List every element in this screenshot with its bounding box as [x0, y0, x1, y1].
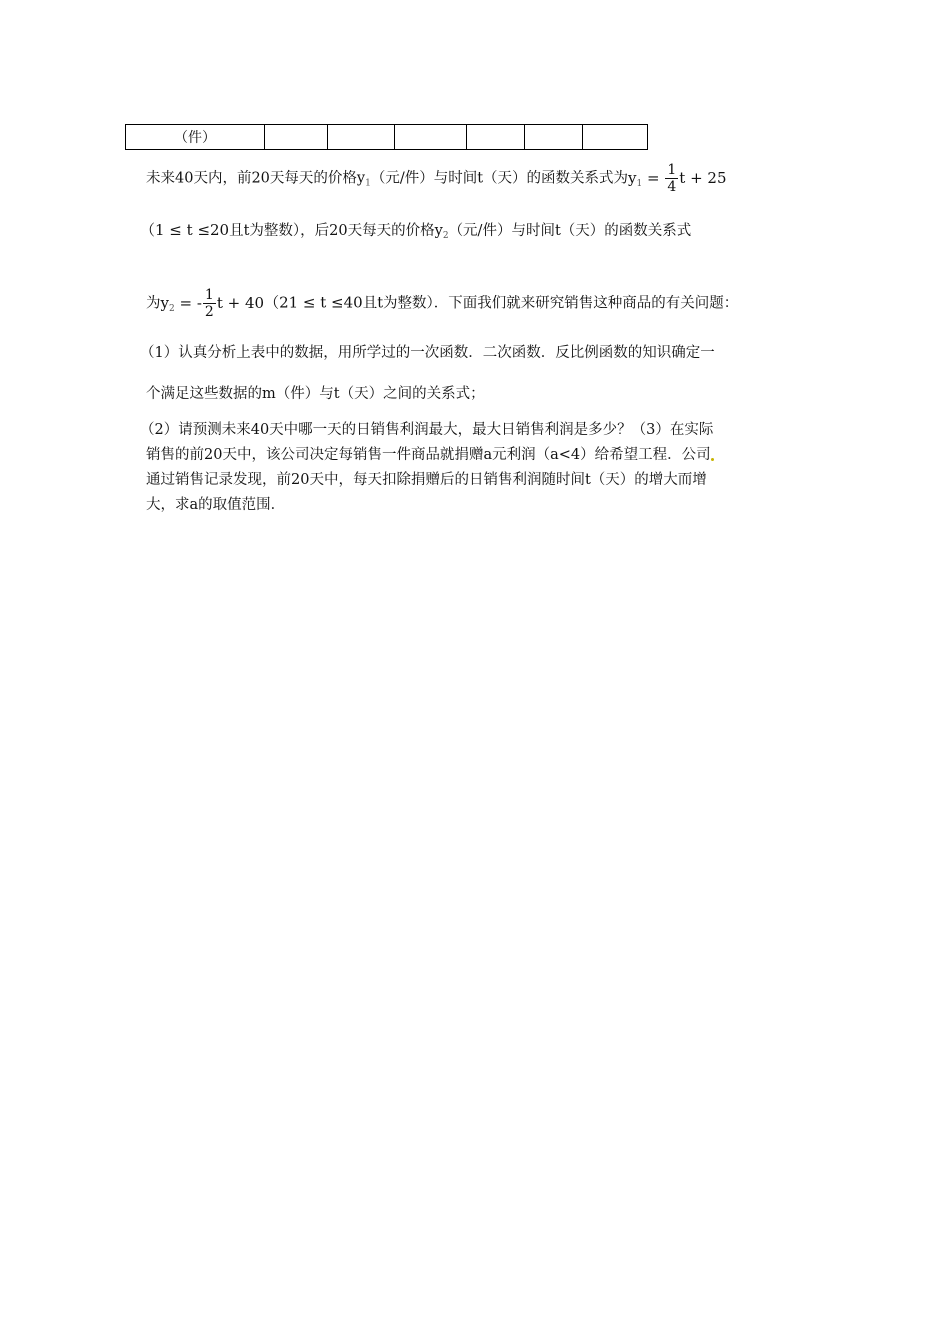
frac-num: 1: [204, 287, 214, 303]
frac-den: 2: [204, 304, 214, 320]
table-cell-unit: （件）: [126, 125, 265, 150]
highlight-mark: [711, 458, 714, 461]
condition: （21 ≤ t ≤40: [264, 293, 363, 312]
condition: （1 ≤ t ≤20: [140, 221, 230, 239]
text: 为: [146, 295, 161, 312]
paragraph-price-3: [146, 287, 738, 320]
eq-subscript: 2: [168, 303, 175, 314]
text: 未来40天内，前20天每天的价格y: [146, 170, 366, 187]
paragraph-price-1: [146, 162, 727, 195]
subscript: 2: [442, 231, 449, 241]
text: 且t为整数）．下面我们就来研究销售这种商品的有关问题：: [362, 295, 739, 312]
question-1-line-2: 个满足这些数据的m（件）与t（天）之间的关系式；: [146, 386, 485, 402]
frac-num: 1: [667, 162, 677, 178]
table-cell: [467, 125, 525, 150]
fraction: [203, 287, 216, 320]
eq-var: y: [628, 168, 637, 187]
table-cell: [328, 125, 395, 150]
equation-y1: [628, 162, 727, 195]
frac-den: 4: [667, 179, 677, 195]
text: （元/件）与时间t（天）的函数关系式为: [370, 170, 629, 187]
table-row: [126, 125, 648, 150]
eq-subscript: 1: [636, 178, 643, 189]
text: （元/件）与时间t（天）的函数关系式: [448, 223, 692, 239]
table-cell: [265, 125, 328, 150]
equation-y2: [160, 287, 265, 320]
text: 且t为整数），后20天每天的价格y: [229, 223, 443, 239]
data-table-fragment: [125, 124, 648, 150]
question-2-line-1: （2）请预测未来40天中哪一天的日销售利润最大，最大日销售利润是多少？（3）在实际: [140, 422, 714, 438]
eq-sign: =: [642, 168, 665, 187]
eq-sign: = -: [174, 293, 202, 312]
table-cell: [525, 125, 583, 150]
paragraph-price-2: [140, 219, 691, 247]
eq-var: y: [160, 293, 169, 312]
table-cell: [395, 125, 467, 150]
eq-rhs: t + 40: [216, 293, 265, 312]
question-1-line-1: （1）认真分析上表中的数据，用所学过的一次函数．二次函数．反比例函数的知识确定一: [140, 345, 715, 361]
table-cell: [583, 125, 648, 150]
fraction: [665, 162, 678, 195]
eq-rhs: t + 25: [679, 168, 727, 187]
subscript: 1: [365, 178, 371, 189]
question-2-line-4: 大，求a的取值范围．: [146, 497, 286, 513]
text: 销售的前20天中，该公司决定每销售一件商品就捐赠a元利润（a<4）给希望工程．公司: [146, 447, 711, 463]
question-2-line-3: 通过销售记录发现，前20天中，每天扣除捐赠后的日销售利润随时间t（天）的增大而增: [146, 472, 707, 488]
question-2-line-2: [146, 444, 714, 466]
